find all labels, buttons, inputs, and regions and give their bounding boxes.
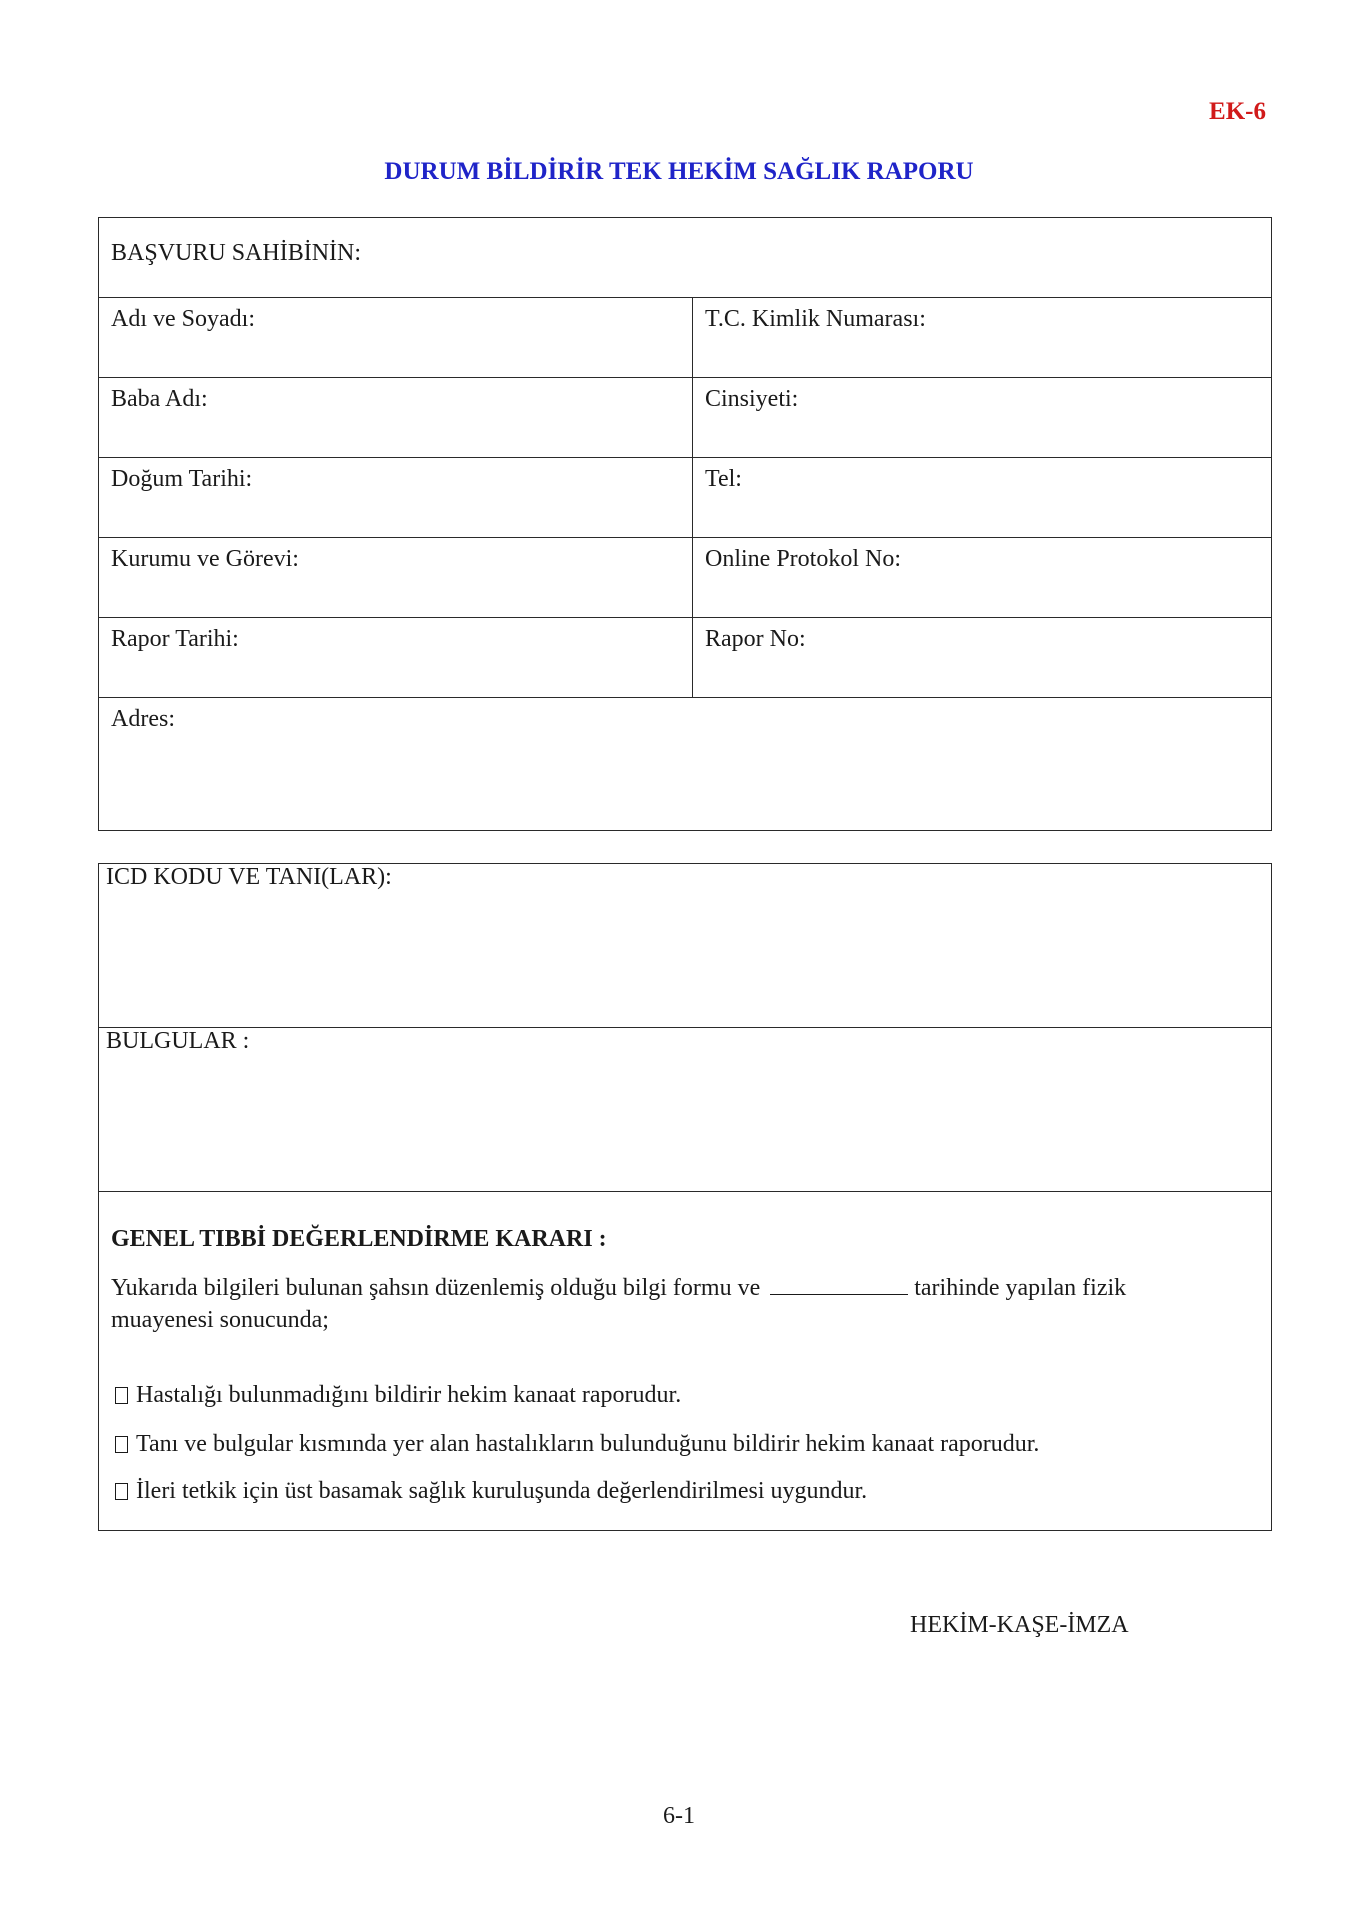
applicant-info-table: [98, 217, 1272, 831]
page-number: 6-1: [663, 1803, 695, 1829]
applicant-section-label: BAŞVURU SAHİBİNİN:: [111, 240, 362, 266]
annex-label: EK-6: [1209, 98, 1266, 125]
option-label: İleri tetkik için üst basamak sağlık kuruluşunda değerlendirilmesi uygundur.: [136, 1478, 868, 1504]
option-label: Tanı ve bulgular kısmında yer alan hastalıkların bulunduğunu bildirir hekim kanaat raporudur.: [136, 1431, 1040, 1457]
option-label: Hastalığı bulunmadığını bildirir hekim kanaat raporudur.: [136, 1382, 682, 1408]
report-no-field[interactable]: Rapor No:: [705, 626, 806, 652]
tc-no-field[interactable]: T.C. Kimlik Numarası:: [705, 306, 926, 332]
decision-text: [111, 1272, 1221, 1336]
table-row: [99, 698, 1271, 829]
icd-row: [99, 864, 1271, 1028]
applicant-section-row: [99, 218, 1271, 298]
birth-date-field[interactable]: Doğum Tarihi:: [99, 458, 693, 537]
gender-field[interactable]: Cinsiyeti:: [705, 386, 799, 412]
exam-date-blank[interactable]: [770, 1274, 908, 1295]
icd-diagnosis-field[interactable]: ICD KODU VE TANI(LAR):: [106, 864, 392, 890]
option-further-examination: [111, 1478, 1251, 1505]
signature-label: HEKİM-KAŞE-İMZA: [910, 1612, 1129, 1638]
phone-field[interactable]: Tel:: [705, 466, 742, 492]
table-row: [99, 618, 1271, 698]
findings-field[interactable]: BULGULAR :: [106, 1028, 250, 1054]
option-no-disease-checkbox[interactable]: [115, 1387, 128, 1404]
decision-text-before: Yukarıda bilgileri bulunan şahsın düzenlemiş olduğu bilgi formu ve: [111, 1275, 761, 1301]
name-field[interactable]: Adı ve Soyadı:: [99, 298, 693, 377]
report-date-field[interactable]: Rapor Tarihi:: [99, 618, 693, 697]
decision-title: GENEL TIBBİ DEĞERLENDİRME KARARI :: [111, 1226, 607, 1252]
table-row: [99, 458, 1271, 538]
decision-text-after: tarihinde yapılan fizik muayenesi sonucunda;: [111, 1275, 1127, 1333]
page-title: DURUM BİLDİRİR TEK HEKİM SAĞLIK RAPORU: [384, 158, 974, 185]
option-disease-present: [111, 1431, 1251, 1458]
father-name-field[interactable]: Baba Adı:: [99, 378, 693, 457]
table-row: [99, 538, 1271, 618]
findings-row: [99, 1028, 1271, 1192]
address-field[interactable]: Adres:: [111, 706, 175, 732]
medical-evaluation-table: [98, 863, 1272, 1531]
option-no-disease: [111, 1382, 1251, 1409]
decision-section: [99, 1192, 1271, 1529]
protocol-no-field[interactable]: Online Protokol No:: [705, 546, 901, 572]
institution-field[interactable]: Kurumu ve Görevi:: [99, 538, 693, 617]
option-disease-present-checkbox[interactable]: [115, 1436, 128, 1453]
table-row: [99, 298, 1271, 378]
option-further-examination-checkbox[interactable]: [115, 1483, 128, 1500]
table-row: [99, 378, 1271, 458]
